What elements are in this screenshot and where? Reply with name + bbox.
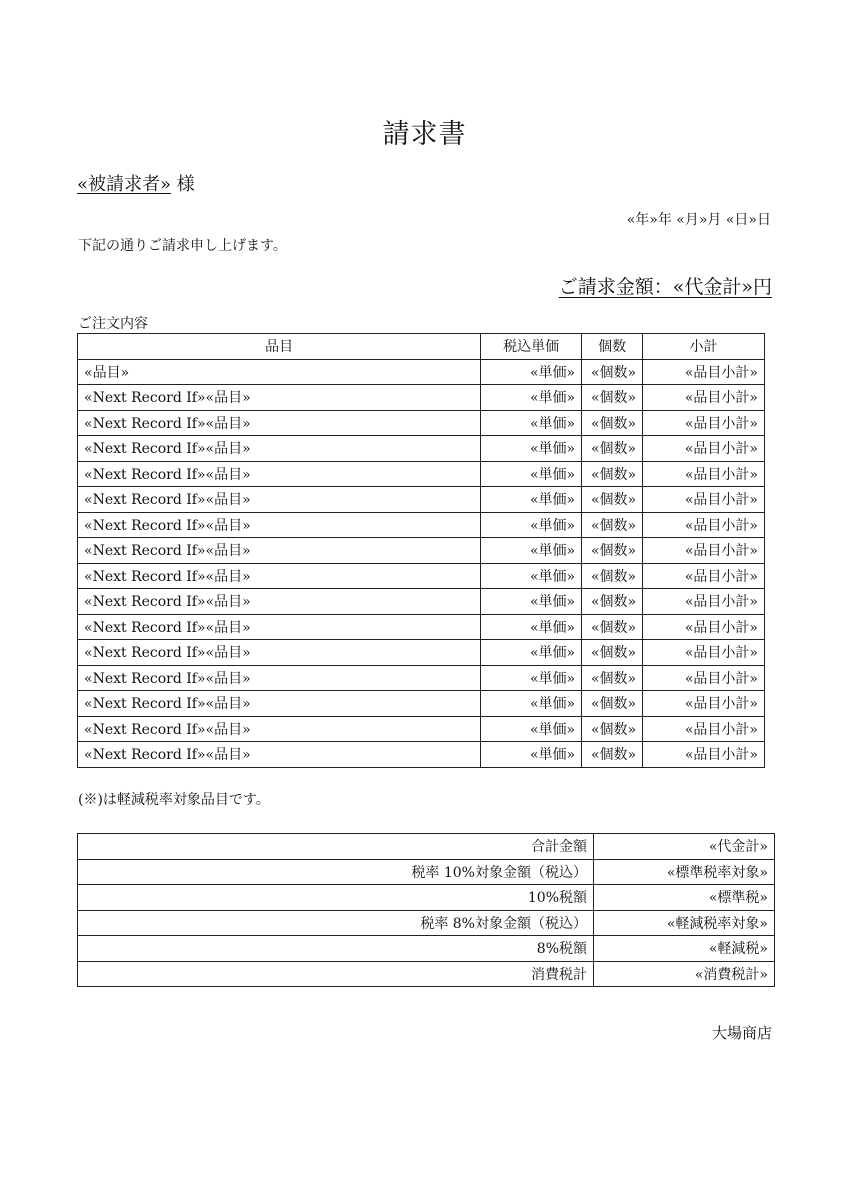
cell-subtotal: «品目小計» <box>643 410 765 436</box>
cell-price: «単価» <box>481 487 582 513</box>
summary-label: 消費税計 <box>78 961 594 987</box>
cell-price: «単価» <box>481 640 582 666</box>
header-subtotal: 小計 <box>643 334 765 360</box>
table-row <box>78 742 765 768</box>
cell-qty: «個数» <box>582 563 643 589</box>
cell-subtotal: «品目小計» <box>643 436 765 462</box>
table-row <box>78 665 765 691</box>
summary-label: 税率 10%対象金額（税込） <box>78 859 594 885</box>
cell-price: «単価» <box>481 512 582 538</box>
cell-price: «単価» <box>481 359 582 385</box>
cell-price: «単価» <box>481 665 582 691</box>
table-row <box>78 716 765 742</box>
cell-price: «単価» <box>481 716 582 742</box>
cell-item: «Next Record If»«品目» <box>78 716 481 742</box>
cell-subtotal: «品目小計» <box>643 640 765 666</box>
summary-label: 8%税額 <box>78 936 594 962</box>
cell-qty: «個数» <box>582 589 643 615</box>
cell-item: «Next Record If»«品目» <box>78 512 481 538</box>
cell-qty: «個数» <box>582 691 643 717</box>
cell-qty: «個数» <box>582 665 643 691</box>
cell-subtotal: «品目小計» <box>643 742 765 768</box>
cell-subtotal: «品目小計» <box>643 716 765 742</box>
table-row <box>78 410 765 436</box>
table-row <box>78 614 765 640</box>
recipient-line <box>77 170 195 196</box>
summary-row <box>78 910 775 936</box>
table-row <box>78 640 765 666</box>
cell-subtotal: «品目小計» <box>643 385 765 411</box>
cell-item: «Next Record If»«品目» <box>78 461 481 487</box>
shop-name: 大場商店 <box>711 1024 772 1042</box>
cell-qty: «個数» <box>582 614 643 640</box>
cell-qty: «個数» <box>582 385 643 411</box>
cell-price: «単価» <box>481 385 582 411</box>
cell-subtotal: «品目小計» <box>643 589 765 615</box>
table-row <box>78 512 765 538</box>
document-title: 請求書 <box>382 119 467 150</box>
order-caption: ご注文内容 <box>78 316 148 332</box>
table-row <box>78 359 765 385</box>
cell-item: «Next Record If»«品目» <box>78 665 481 691</box>
order-table-header <box>78 334 765 360</box>
cell-qty: «個数» <box>582 538 643 564</box>
summary-label: 税率 8%対象金額（税込） <box>78 910 594 936</box>
cell-item: «Next Record If»«品目» <box>78 563 481 589</box>
summary-row <box>78 961 775 987</box>
table-row <box>78 385 765 411</box>
cell-qty: «個数» <box>582 512 643 538</box>
cell-item: «Next Record If»«品目» <box>78 742 481 768</box>
cell-item: «Next Record If»«品目» <box>78 691 481 717</box>
summary-label: 10%税額 <box>78 885 594 911</box>
cell-subtotal: «品目小計» <box>643 512 765 538</box>
cell-subtotal: «品目小計» <box>643 461 765 487</box>
cell-qty: «個数» <box>582 640 643 666</box>
cell-price: «単価» <box>481 742 582 768</box>
billing-amount: ご請求金額：«代金計»円 <box>558 276 772 298</box>
recipient-name: «被請求者» <box>77 174 172 195</box>
cell-qty: «個数» <box>582 716 643 742</box>
cell-price: «単価» <box>481 538 582 564</box>
summary-value: «標準税率対象» <box>594 859 775 885</box>
summary-row <box>78 885 775 911</box>
cell-item: «Next Record If»«品目» <box>78 640 481 666</box>
cell-price: «単価» <box>481 589 582 615</box>
header-qty: 個数 <box>582 334 643 360</box>
cell-item: «Next Record If»«品目» <box>78 385 481 411</box>
cell-price: «単価» <box>481 614 582 640</box>
cell-qty: «個数» <box>582 742 643 768</box>
cell-item: «Next Record If»«品目» <box>78 487 481 513</box>
cell-price: «単価» <box>481 410 582 436</box>
summary-value: «消費税計» <box>594 961 775 987</box>
cell-qty: «個数» <box>582 461 643 487</box>
cell-subtotal: «品目小計» <box>643 359 765 385</box>
header-item: 品目 <box>78 334 481 360</box>
table-row <box>78 563 765 589</box>
table-row <box>78 589 765 615</box>
table-row <box>78 538 765 564</box>
reduced-tax-note: (※)は軽減税率対象品目です。 <box>78 792 270 808</box>
summary-row <box>78 834 775 860</box>
cell-item: «Next Record If»«品目» <box>78 410 481 436</box>
order-table <box>77 333 765 768</box>
table-row <box>78 461 765 487</box>
cell-subtotal: «品目小計» <box>643 538 765 564</box>
cell-subtotal: «品目小計» <box>643 487 765 513</box>
cell-subtotal: «品目小計» <box>643 563 765 589</box>
cell-price: «単価» <box>481 436 582 462</box>
cell-item: «Next Record If»«品目» <box>78 589 481 615</box>
header-price: 税込単価 <box>481 334 582 360</box>
cell-qty: «個数» <box>582 436 643 462</box>
cell-price: «単価» <box>481 691 582 717</box>
cell-item: «品目» <box>78 359 481 385</box>
cell-price: «単価» <box>481 461 582 487</box>
cell-item: «Next Record If»«品目» <box>78 436 481 462</box>
summary-value: «標準税» <box>594 885 775 911</box>
summary-label: 合計金額 <box>78 834 594 860</box>
cell-item: «Next Record If»«品目» <box>78 538 481 564</box>
table-row <box>78 691 765 717</box>
cell-price: «単価» <box>481 563 582 589</box>
cell-subtotal: «品目小計» <box>643 691 765 717</box>
cell-item: «Next Record If»«品目» <box>78 614 481 640</box>
summary-value: «軽減税» <box>594 936 775 962</box>
summary-row <box>78 859 775 885</box>
cell-qty: «個数» <box>582 359 643 385</box>
summary-row <box>78 936 775 962</box>
table-row <box>78 436 765 462</box>
summary-value: «代金計» <box>594 834 775 860</box>
cell-qty: «個数» <box>582 487 643 513</box>
table-row <box>78 487 765 513</box>
summary-table <box>77 833 775 987</box>
recipient-suffix: 様 <box>176 174 195 195</box>
issue-date: «年»年 «月»月 «日»日 <box>626 212 771 228</box>
cell-subtotal: «品目小計» <box>643 665 765 691</box>
intro-text: 下記の通りご請求申し上げます。 <box>78 238 287 254</box>
cell-subtotal: «品目小計» <box>643 614 765 640</box>
summary-value: «軽減税率対象» <box>594 910 775 936</box>
cell-qty: «個数» <box>582 410 643 436</box>
